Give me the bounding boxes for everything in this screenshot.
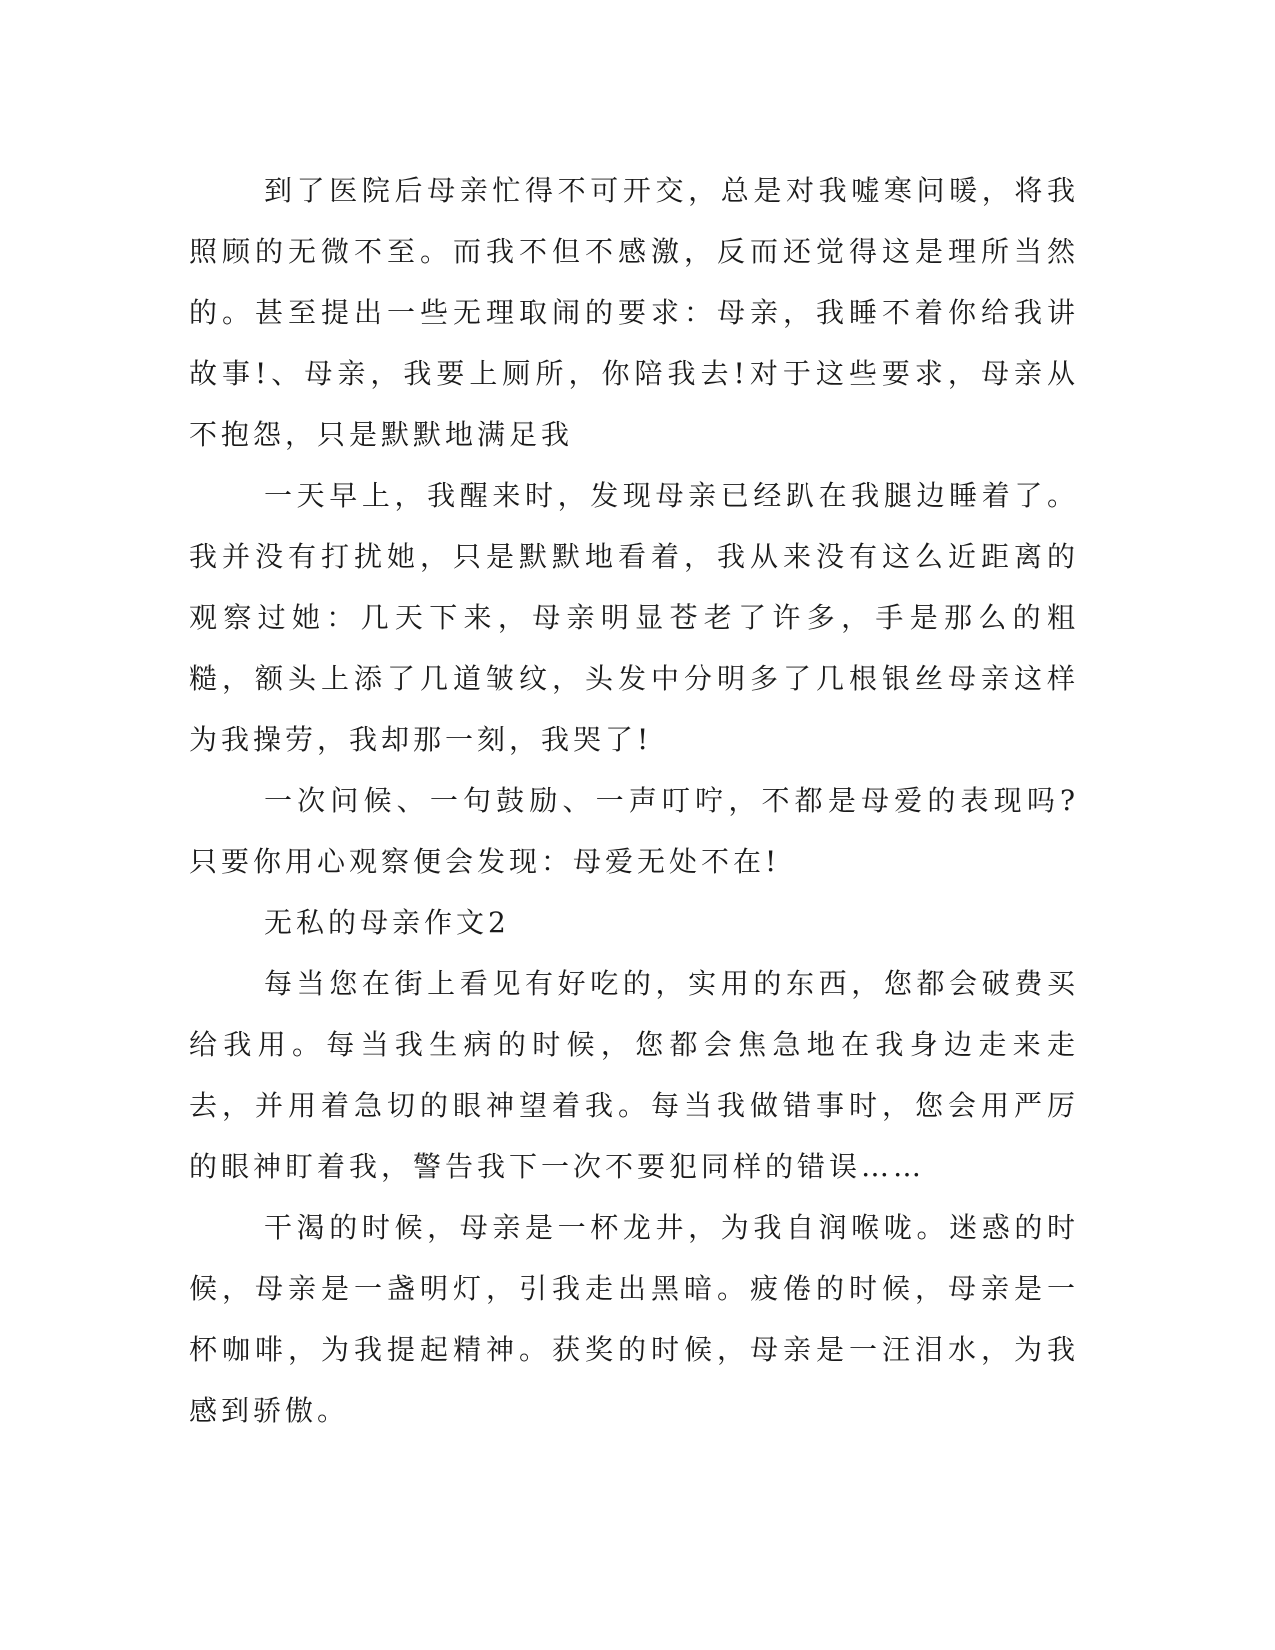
section-heading: 无私的母亲作文2 (264, 906, 510, 939)
paragraph: 一次问候、一句鼓励、一声叮咛，不都是母爱的表现吗?只要你用心观察便会发现：母爱无处不在! (189, 784, 1079, 878)
paragraph: 干渴的时候，母亲是一杯龙井，为我自润喉咙。迷惑的时候，母亲是一盏明灯，引我走出黑暗。疲倦的时候，母亲是一杯咖啡，为我提起精神。获奖的时候，母亲是一汪泪水，为我感到骄傲。 (189, 1211, 1079, 1427)
paragraph: 一天早上，我醒来时，发现母亲已经趴在我腿边睡着了。我并没有打扰她，只是默默地看着，我从来没有这么近距离的观察过她：几天下来，母亲明显苍老了许多，手是那么的粗糙，额头上添了几道皱纹，头发中分明多了几根银丝母亲这样为我操劳，我却那一刻，我哭了! (189, 479, 1079, 756)
paragraph: 每当您在街上看见有好吃的，实用的东西，您都会破费买给我用。每当我生病的时候，您都会焦急地在我身边走来走去，并用着急切的眼神望着我。每当我做错事时，您会用严厉的眼神盯着我，警告我下一次不要犯同样的错误…… (189, 967, 1079, 1183)
paragraph: 到了医院后母亲忙得不可开交，总是对我嘘寒问暖，将我照顾的无微不至。而我不但不感激，反而还觉得这是理所当然的。甚至提出一些无理取闹的要求：母亲，我睡不着你给我讲故事!、母亲，我要上厕所，你陪我去!对于这些要求，母亲从不抱怨，只是默默地满足我 (189, 174, 1079, 451)
document-body (189, 160, 1079, 1441)
